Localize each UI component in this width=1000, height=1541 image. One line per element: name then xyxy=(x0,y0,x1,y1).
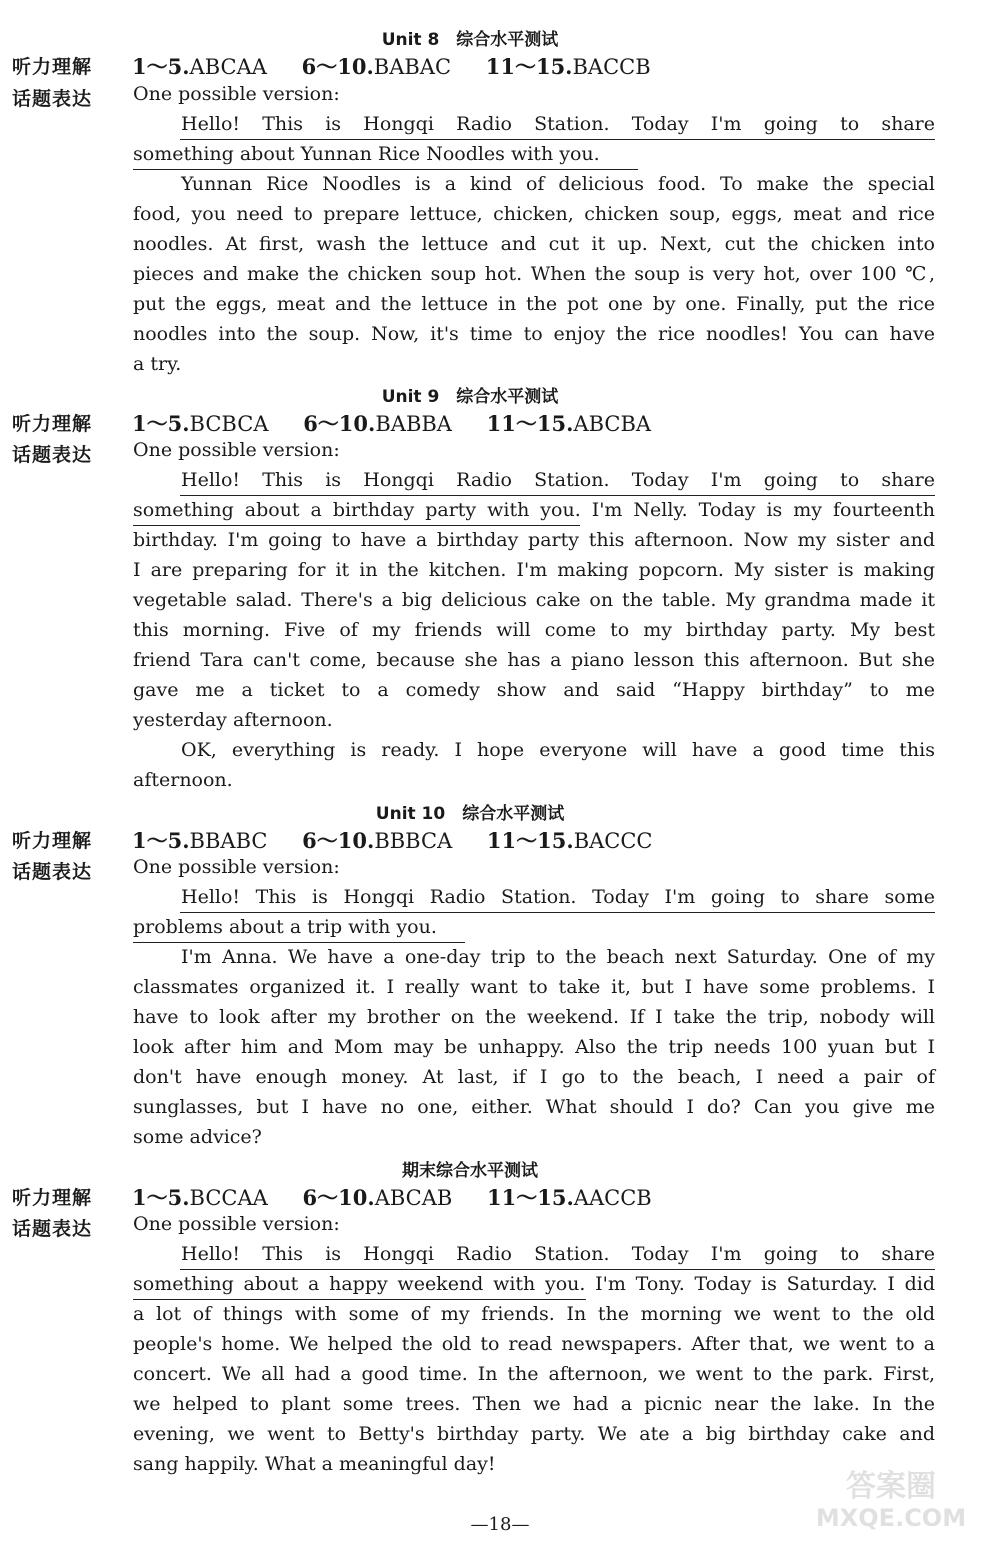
text-line: OK, everything is ready. I hope everyone will have a good time this xyxy=(181,739,935,761)
version-label: One possible version: xyxy=(133,1213,340,1235)
text-line: don't have enough money. At last, if I go to the beach, I need a pair of xyxy=(133,1066,935,1088)
listening-label: 听力理解 xyxy=(12,1187,93,1209)
text-line: I are preparing for it in the kitchen. I'm making popcorn. My sister is making xyxy=(133,559,935,581)
page-number: —18— xyxy=(470,1514,530,1535)
text-line: something about a birthday party with you. I'm Nelly. Today is my fourteenth xyxy=(133,499,935,521)
version-label: One possible version: xyxy=(133,856,340,878)
text-line: a try. xyxy=(133,353,182,375)
text-line: afternoon. xyxy=(133,769,233,791)
listening-label: 听力理解 xyxy=(12,56,93,78)
text-line: I'm Anna. We have a one-day trip to the beach next Saturday. One of my xyxy=(181,946,935,968)
speaking-label: 话题表达 xyxy=(12,88,93,110)
text-line: something about Yunnan Rice Noodles with you. xyxy=(133,143,600,165)
text-line: Yunnan Rice Noodles is a kind of delicious food. To make the special xyxy=(181,173,935,195)
listening-label: 听力理解 xyxy=(12,830,93,852)
watermark-logo xyxy=(796,1462,986,1532)
text-line: concert. We all had a good time. In the afternoon, we went to the park. First, xyxy=(133,1363,935,1385)
listening-label: 听力理解 xyxy=(12,413,93,435)
text-line: look after him and Mom may be unhappy. Also the trip needs 100 yuan but I xyxy=(133,1036,935,1058)
text-line: people's home. We helped the old to read newspapers. After that, we went to a xyxy=(133,1333,935,1355)
text-line: yesterday afternoon. xyxy=(133,709,333,731)
text-line: something about a happy weekend with you. I'm Tony. Today is Saturday. I did xyxy=(133,1273,935,1295)
speaking-label: 话题表达 xyxy=(12,1218,93,1240)
text-line: classmates organized it. I really want to take it, but I have some problems. I xyxy=(133,976,935,998)
speaking-label: 话题表达 xyxy=(12,444,93,466)
section-title-unit10: Unit 10 综合水平测试 xyxy=(375,804,565,824)
text-line: evening, we went to Betty's birthday party. We ate a big birthday cake and xyxy=(133,1423,935,1445)
watermark-top: 答案圈 xyxy=(846,1469,936,1504)
version-label: One possible version: xyxy=(133,83,340,105)
text-line: Hello! This is Hongqi Radio Station. Today I'm going to share some xyxy=(181,886,935,908)
text-line: Hello! This is Hongqi Radio Station. Today I'm going to share xyxy=(181,469,935,491)
text-line: food, you need to prepare lettuce, chicken, chicken soup, eggs, meat and rice xyxy=(133,203,935,225)
text-line: noodles. At first, wash the lettuce and cut it up. Next, cut the chicken into xyxy=(133,233,935,255)
version-label: One possible version: xyxy=(133,439,340,461)
speaking-label: 话题表达 xyxy=(12,861,93,883)
watermark-bottom: MXQE.COM xyxy=(815,1504,967,1532)
text-line: put the eggs, meat and the lettuce in the pot one by one. Finally, put the rice xyxy=(133,293,935,315)
text-line: Hello! This is Hongqi Radio Station. Today I'm going to share xyxy=(181,113,935,135)
section-title-final: 期末综合水平测试 xyxy=(402,1161,538,1181)
answer-row-unit8: 1～5.ABCAA 6～10.BABAC 11～15.BACCB xyxy=(132,54,651,79)
text-line: this morning. Five of my friends will come to my birthday party. My best xyxy=(133,619,935,641)
text-line: birthday. I'm going to have a birthday party this afternoon. Now my sister and xyxy=(133,529,935,551)
text-line: a lot of things with some of my friends. In the morning we went to the old xyxy=(133,1303,935,1325)
text-line: we helped to plant some trees. Then we had a picnic near the lake. In the xyxy=(133,1393,935,1415)
section-title-unit9: Unit 9 综合水平测试 xyxy=(381,387,559,407)
text-line: problems about a trip with you. xyxy=(133,916,437,938)
text-line: Hello! This is Hongqi Radio Station. Today I'm going to share xyxy=(181,1243,935,1265)
text-line: vegetable salad. There's a big delicious cake on the table. My grandma made it xyxy=(133,589,935,611)
section-title-unit8: Unit 8 综合水平测试 xyxy=(381,30,559,50)
text-line: pieces and make the chicken soup hot. When the soup is very hot, over 100 ℃, xyxy=(133,263,935,285)
text-line: noodles into the soup. Now, it's time to enjoy the rice noodles! You can have xyxy=(133,323,935,345)
text-line: some advice? xyxy=(133,1126,262,1148)
answer-row-unit9: 1～5.BCBCA 6～10.BABBA 11～15.ABCBA xyxy=(132,411,652,436)
text-line: gave me a ticket to a comedy show and said “Happy birthday” to me xyxy=(133,679,935,701)
text-line: sang happily. What a meaningful day! xyxy=(133,1453,496,1475)
text-line: friend Tara can't come, because she has a piano lesson this afternoon. But she xyxy=(133,649,935,671)
text-line: have to look after my brother on the weekend. If I take the trip, nobody will xyxy=(133,1006,935,1028)
text-line: sunglasses, but I have no one, either. What should I do? Can you give me xyxy=(133,1096,935,1118)
answer-row-unit10: 1～5.BBABC 6～10.BBBCA 11～15.BACCC xyxy=(132,828,653,853)
answer-row-final: 1～5.BCCAA 6～10.ABCAB 11～15.AACCB xyxy=(132,1185,652,1210)
